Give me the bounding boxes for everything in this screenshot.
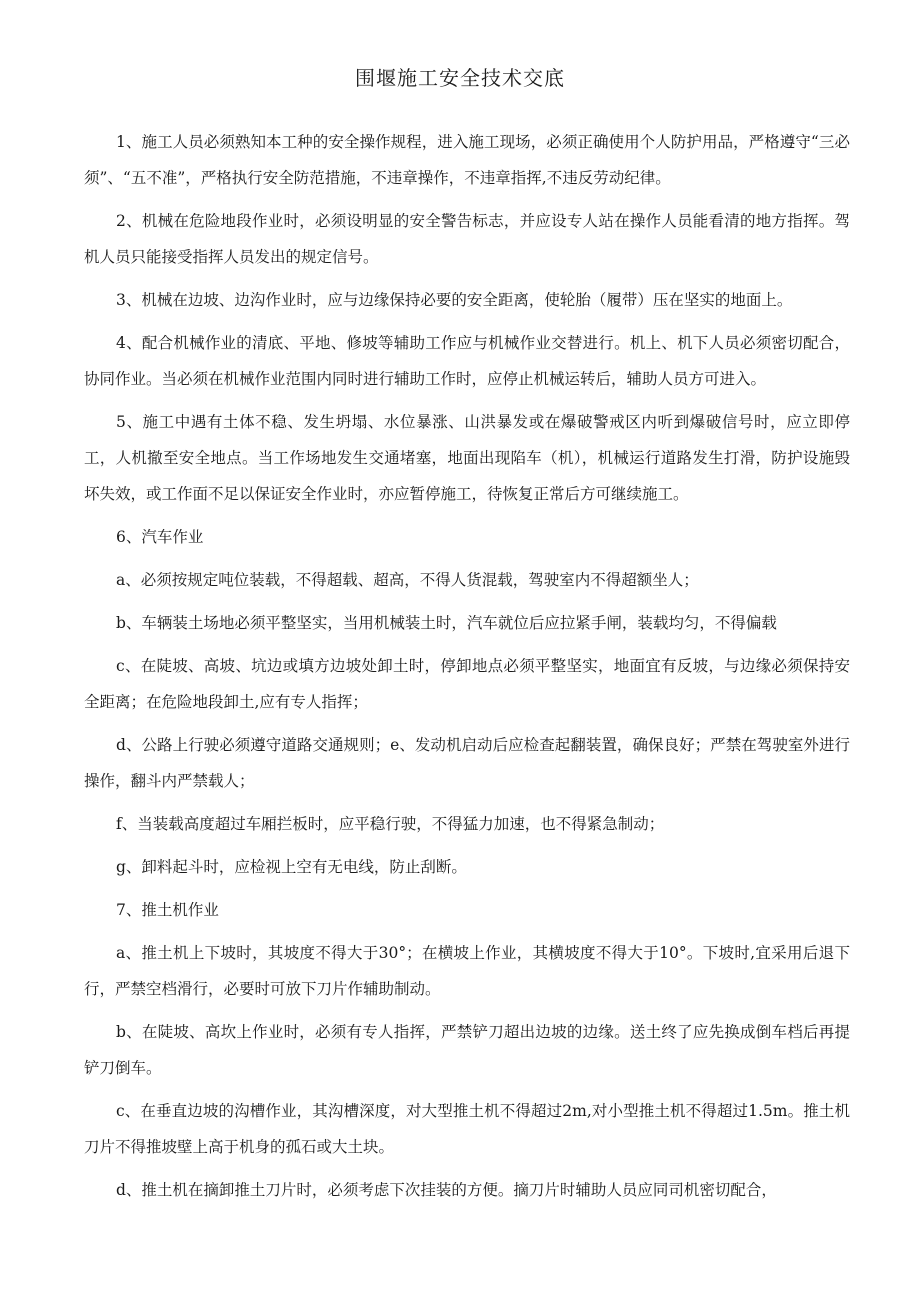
paragraph-truck-c: c、在陡坡、高坡、坑边或填方边坡处卸土时，停卸地点必须平整坚实，地面宜有反坡，与边缘必须保持安全距离；在危险地段卸土,应有专人指挥； — [84, 657, 850, 711]
paragraph-5: 5、施工中遇有土体不稳、发生坍塌、水位暴涨、山洪暴发或在爆破警戒区内听到爆破信号时，应立即停工，人机撤至安全地点。当工作场地发生交通堵塞，地面出现陷车（机），机械运行道路发生打滑，防护设施毁坏失效，或工作面不足以保证安全作业时，亦应暂停施工，待恢复正常后方可继续施工。 — [84, 413, 850, 503]
section-heading-truck: 6、汽车作业 — [116, 528, 204, 546]
section-heading-bulldozer: 7、推土机作业 — [116, 901, 219, 919]
paragraph-truck-d: d、公路上行驶必须遵守道路交通规则；e、发动机启动后应检查起翻装置，确保良好；严禁在驾驶室外进行操作，翻斗内严禁载人； — [84, 736, 850, 790]
paragraph-1: 1、施工人员必须熟知本工种的安全操作规程，进入施工现场，必须正确使用个人防护用品，严格遵守“三必须”、“五不准”，严格执行安全防范措施，不违章操作，不违章指挥,不违反劳动纪律。 — [84, 133, 850, 187]
paragraph-truck-a: a、必须按规定吨位装载，不得超载、超高，不得人货混载，驾驶室内不得超额坐人； — [116, 571, 699, 589]
paragraph-truck-g: g、卸料起斗时，应检视上空有无电线，防止刮断。 — [116, 858, 467, 876]
paragraph-3: 3、机械在边坡、边沟作业时，应与边缘保持必要的安全距离，使轮胎（履带）压在坚实的地面上。 — [116, 291, 793, 309]
document-title: 围堰施工安全技术交底 — [355, 66, 565, 90]
paragraph-bulldozer-a: a、推土机上下坡时，其坡度不得大于30°；在横坡上作业，其横坡度不得大于10°。下坡时,宜采用后退下行，严禁空档滑行，必要时可放下刀片作辅助制动。 — [84, 944, 850, 998]
paragraph-2: 2、机械在危险地段作业时，必须设明显的安全警告标志，并应设专人站在操作人员能看清的地方指挥。驾机人员只能接受指挥人员发出的规定信号。 — [84, 212, 850, 266]
paragraph-bulldozer-d: d、推土机在摘卸推土刀片时，必须考虑下次挂装的方便。摘刀片时辅助人员应同司机密切配合， — [116, 1181, 777, 1199]
paragraph-bulldozer-c: c、在垂直边坡的沟槽作业，其沟槽深度，对大型推土机不得超过2m,对小型推土机不得超过1.5m。推土机刀片不得推坡壁上高于机身的孤石或大土块。 — [84, 1102, 850, 1156]
paragraph-4: 4、配合机械作业的清底、平地、修坡等辅助工作应与机械作业交替进行。机上、机下人员必须密切配合，协同作业。当必须在机械作业范围内同时进行辅助工作时，应停止机械运转后，辅助人员方可进入。 — [84, 334, 850, 388]
document-body — [84, 124, 850, 1215]
paragraph-bulldozer-b: b、在陡坡、高坎上作业时，必须有专人指挥，严禁铲刀超出边坡的边缘。送土终了应先换成倒车档后再提铲刀倒车。 — [84, 1023, 850, 1077]
paragraph-truck-f: f、当装载高度超过车厢拦板时，应平稳行驶，不得猛力加速，也不得紧急制动； — [116, 815, 665, 833]
paragraph-truck-b: b、车辆装土场地必须平整坚实，当用机械装土时，汽车就位后应拉紧手闸，装载均匀，不得偏载 — [116, 614, 777, 632]
